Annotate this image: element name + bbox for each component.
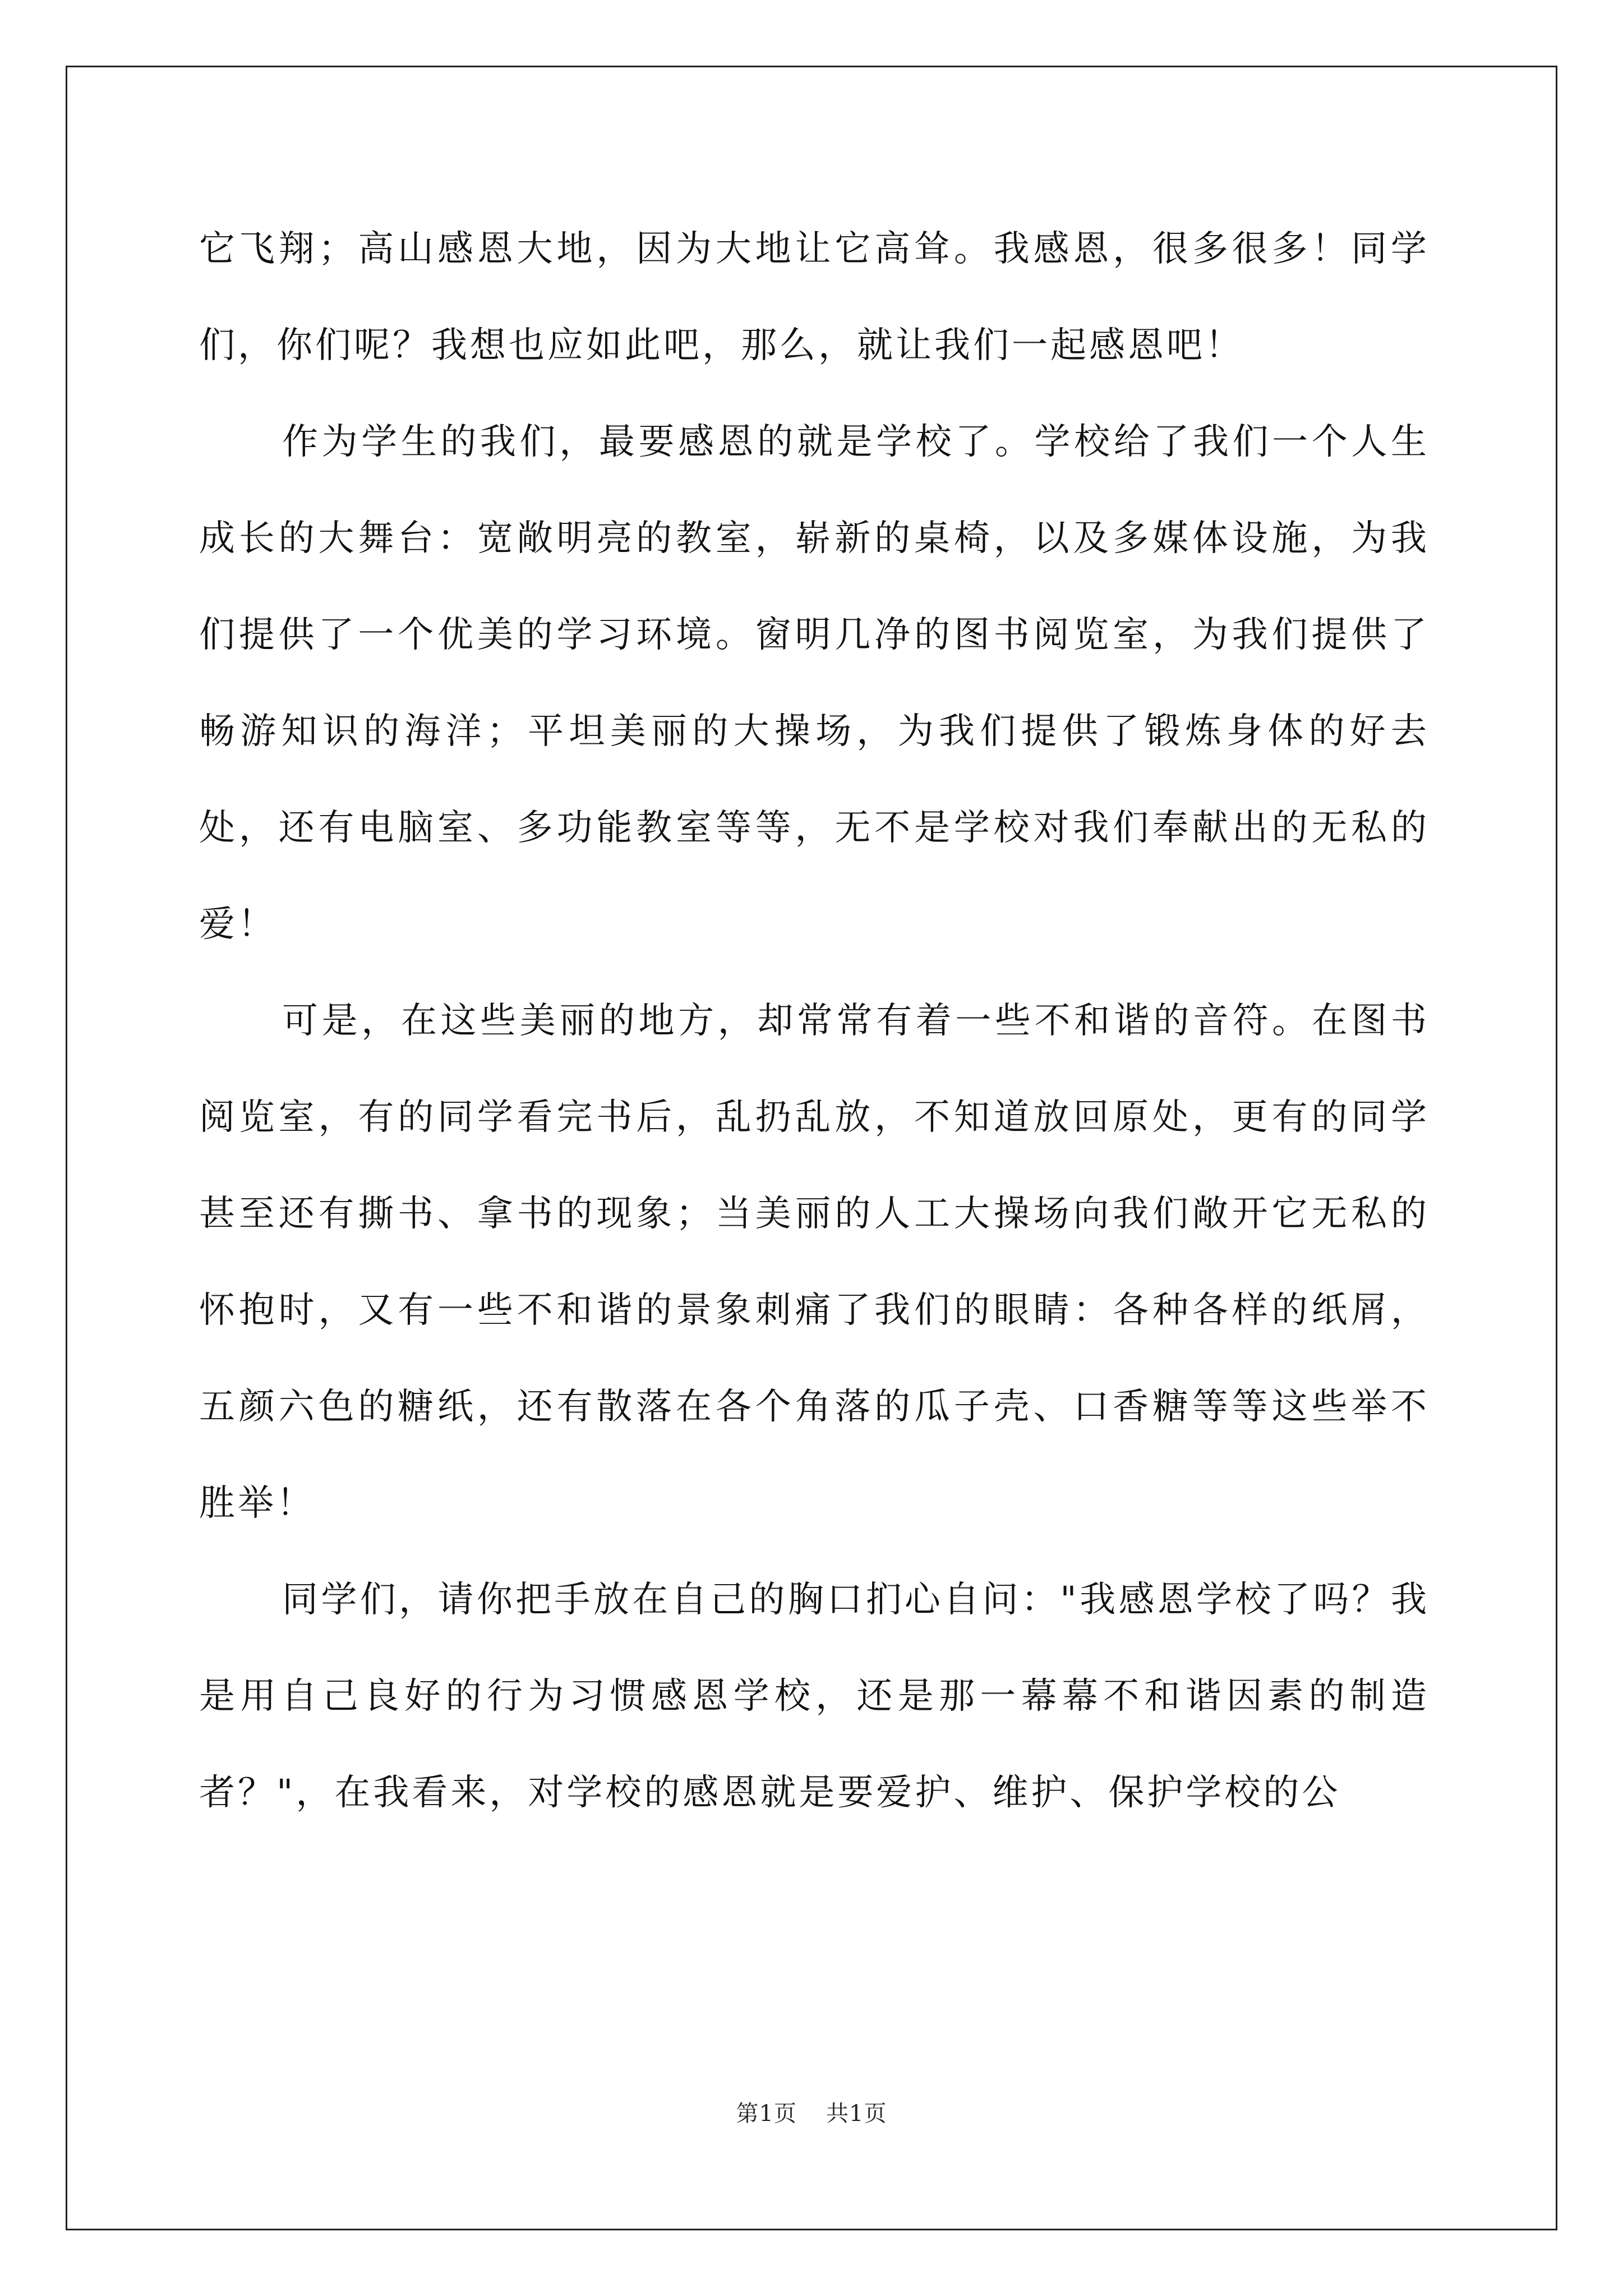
page-footer — [0, 2098, 1623, 2129]
paragraph-self-reflection: 同学们，请你把手放在自己的胸口扪心自问："我感恩学校了吗？我是用自己良好的行为习惯感恩学校，还是那一幕幕不和谐因素的制造者？"，在我看来，对学校的感恩就是要爱护、维护、保护学校的公 — [199, 1579, 1430, 1814]
paragraph-disharmony: 可是，在这些美丽的地方，却常常有着一些不和谐的音符。在图书阅览室，有的同学看完书后，乱扔乱放，不知道放回原处，更有的同学甚至还有撕书、拿书的现象；当美丽的人工大操场向我们敞开它无私的怀抱时，又有一些不和谐的景象刺痛了我们的眼睛：各种各样的纸屑，五颜六色的糖纸，还有散落在各个角落的瓜子壳、口香糖等等这些举不胜举！ — [199, 1000, 1430, 1524]
document-body — [199, 201, 1430, 1841]
paragraph-continued: 它飞翔；高山感恩大地，因为大地让它高耸。我感恩，很多很多！同学们，你们呢？我想也应如此吧，那么，就让我们一起感恩吧！ — [199, 228, 1430, 366]
page-number-label: 第1页 — [736, 2101, 797, 2127]
page-total-label: 共1页 — [826, 2101, 887, 2127]
paragraph-school-gratitude: 作为学生的我们，最要感恩的就是学校了。学校给了我们一个人生成长的大舞台：宽敞明亮的教室，崭新的桌椅，以及多媒体设施，为我们提供了一个优美的学习环境。窗明几净的图书阅览室，为我们提供了畅游知识的海洋；平坦美丽的大操场，为我们提供了锻炼身体的好去处，还有电脑室、多功能教室等等，无不是学校对我们奉献出的无私的爱！ — [199, 421, 1430, 945]
